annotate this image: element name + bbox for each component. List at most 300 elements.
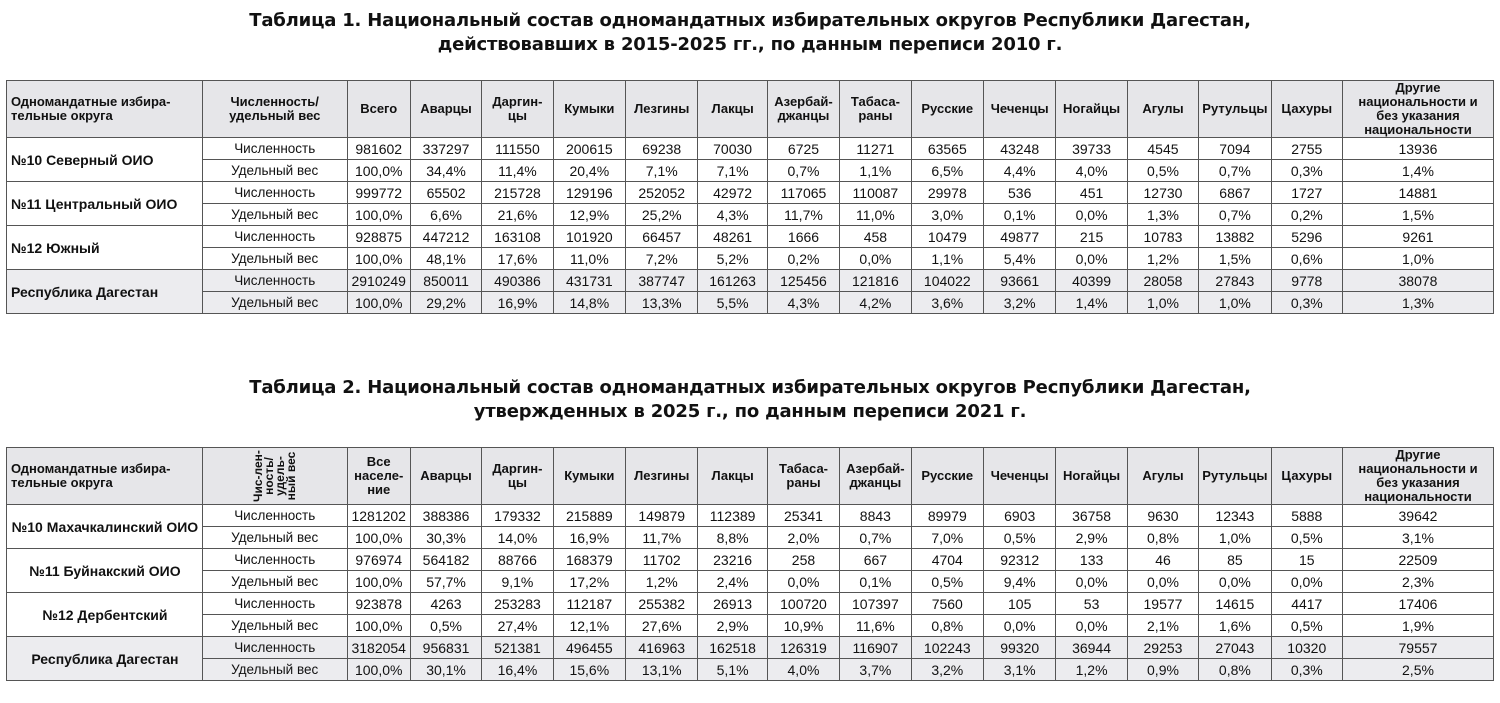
table2-share-cell: 0,0% xyxy=(1127,571,1198,593)
table1-share-cell: 1,0% xyxy=(1127,292,1198,314)
table1-share-cell: 0,7% xyxy=(767,160,839,182)
table1-share-cell: 1,0% xyxy=(1199,292,1271,314)
table2-header-cell: Русские xyxy=(911,448,983,505)
table1-share-cell: 16,9% xyxy=(482,292,553,314)
table2-count-cell: 53 xyxy=(1056,593,1127,615)
table1-share-cell: 0,3% xyxy=(1271,160,1342,182)
table2-header-cell: Одномандатные избира-тельные округа xyxy=(7,448,203,505)
table1-count-cell: 65502 xyxy=(410,182,481,204)
table1-count-cell: 125456 xyxy=(767,270,839,292)
table2-count-cell: 99320 xyxy=(983,637,1055,659)
table2-count-cell: 133 xyxy=(1056,549,1127,571)
table2-share-cell: 11,6% xyxy=(840,615,911,637)
table1-count-cell: 9261 xyxy=(1342,226,1493,248)
table2-district-name: №12 Дербентский xyxy=(7,593,203,637)
table2-share-cell: 0,5% xyxy=(1271,527,1342,549)
table2-row-share xyxy=(7,571,1494,593)
table1-count-cell: 337297 xyxy=(410,138,481,160)
table1-count-cell: 1727 xyxy=(1271,182,1342,204)
table1-count-cell: 850011 xyxy=(410,270,481,292)
table2-share-cell: 11,7% xyxy=(626,527,698,549)
table1-share-cell: 0,7% xyxy=(1199,204,1271,226)
table2-count-cell: 6903 xyxy=(983,505,1055,527)
table1-count-cell: 38078 xyxy=(1342,270,1493,292)
table1-share-cell: 4,4% xyxy=(983,160,1055,182)
table2-count-cell: 39642 xyxy=(1342,505,1493,527)
table2-share-cell: 0,7% xyxy=(840,527,911,549)
table2-share-label: Удельный вес xyxy=(202,571,347,593)
table2-count-cell: 17406 xyxy=(1342,593,1493,615)
table2-share-cell: 1,0% xyxy=(1199,527,1271,549)
table2-share-cell: 7,0% xyxy=(911,527,983,549)
table2-share-cell: 0,8% xyxy=(911,615,983,637)
table2-share-cell: 0,9% xyxy=(1127,659,1198,681)
table1-share-cell: 21,6% xyxy=(482,204,553,226)
table2-header-cell: Лакцы xyxy=(698,448,767,505)
table2-share-cell: 0,0% xyxy=(1056,615,1127,637)
table2-header-cell: Цахуры xyxy=(1271,448,1342,505)
table2-district-name: №10 Махачкалинский ОИО xyxy=(7,505,203,549)
table1-share-cell: 0,0% xyxy=(1056,248,1127,270)
table2-count-label: Численность xyxy=(202,593,347,615)
table1-count-cell: 63565 xyxy=(911,138,983,160)
table2-district-name: Республика Дагестан xyxy=(7,637,203,681)
table1-share-cell: 0,0% xyxy=(840,248,911,270)
table2-count-cell: 100720 xyxy=(767,593,839,615)
table1-share-cell: 12,9% xyxy=(553,204,625,226)
table1-row-share xyxy=(7,292,1494,314)
table1-share-cell: 4,3% xyxy=(698,204,767,226)
table2-count-cell: 416963 xyxy=(626,637,698,659)
table1-share-cell: 0,7% xyxy=(1199,160,1271,182)
table2-row-share xyxy=(7,659,1494,681)
table2-share-cell: 2,0% xyxy=(767,527,839,549)
table2-title-line1: Таблица 2. Национальный состав одномандатных избирательных округов Республики Дагестан, xyxy=(249,377,1251,398)
table1-share-cell: 7,2% xyxy=(626,248,698,270)
table2-share-cell: 0,0% xyxy=(1271,571,1342,593)
table2-count-cell: 14615 xyxy=(1199,593,1271,615)
table1-district-name: №11 Центральный ОИО xyxy=(7,182,203,226)
table2-count-cell: 88766 xyxy=(482,549,553,571)
table1-count-cell: 11271 xyxy=(840,138,911,160)
table2-count-cell: 102243 xyxy=(911,637,983,659)
table2-count-cell: 4704 xyxy=(911,549,983,571)
table1-share-cell: 1,5% xyxy=(1199,248,1271,270)
table1-share-cell: 11,0% xyxy=(553,248,625,270)
table2-share-cell: 30,3% xyxy=(410,527,481,549)
table2-share-cell: 2,9% xyxy=(1056,527,1127,549)
table1-share-cell: 11,0% xyxy=(840,204,911,226)
table1-row-share xyxy=(7,160,1494,182)
table1-header-cell: Азербай-джанцы xyxy=(767,81,839,138)
table1-header-row xyxy=(7,81,1494,138)
table2-share-cell: 100,0% xyxy=(347,615,410,637)
table1-header-cell: Всего xyxy=(347,81,410,138)
table1-count-cell: 447212 xyxy=(410,226,481,248)
table1-count-cell: 27843 xyxy=(1199,270,1271,292)
table1-count-cell: 200615 xyxy=(553,138,625,160)
table1-share-cell: 11,4% xyxy=(482,160,553,182)
table2-share-cell: 3,7% xyxy=(840,659,911,681)
table1-district-name: №10 Северный ОИО xyxy=(7,138,203,182)
table1-share-cell: 3,6% xyxy=(911,292,983,314)
table2-count-cell: 36758 xyxy=(1056,505,1127,527)
table2-share-cell: 0,0% xyxy=(983,615,1055,637)
table1-count-cell: 6725 xyxy=(767,138,839,160)
table1-count-cell: 490386 xyxy=(482,270,553,292)
table1-header-cell: Рутульцы xyxy=(1199,81,1271,138)
table1-share-cell: 4,2% xyxy=(840,292,911,314)
table1-share-cell: 0,3% xyxy=(1271,292,1342,314)
table1-header-cell: Даргин-цы xyxy=(482,81,553,138)
table1-share-cell: 0,2% xyxy=(1271,204,1342,226)
table1-count-label: Численность xyxy=(202,226,347,248)
table1-count-label: Численность xyxy=(202,138,347,160)
table2-share-cell: 100,0% xyxy=(347,527,410,549)
table1-share-label: Удельный вес xyxy=(202,248,347,270)
table2-count-cell: 923878 xyxy=(347,593,410,615)
table1-share-cell: 29,2% xyxy=(410,292,481,314)
table2-count-cell: 26913 xyxy=(698,593,767,615)
table1-count-cell: 42972 xyxy=(698,182,767,204)
table1-row-share xyxy=(7,204,1494,226)
table1-share-cell: 1,3% xyxy=(1342,292,1493,314)
table2-count-cell: 92312 xyxy=(983,549,1055,571)
table2-count-cell: 46 xyxy=(1127,549,1198,571)
table2-row-count xyxy=(7,549,1494,571)
table1-title xyxy=(0,9,1500,57)
table2-count-cell: 168379 xyxy=(553,549,625,571)
table2-count-cell: 162518 xyxy=(698,637,767,659)
table2-header-cell: Рутульцы xyxy=(1199,448,1271,505)
table1-header-cell: Табаса-раны xyxy=(840,81,911,138)
table2-count-cell: 521381 xyxy=(482,637,553,659)
table2-count-cell: 27043 xyxy=(1199,637,1271,659)
table2-share-label: Удельный вес xyxy=(202,615,347,637)
table1-count-cell: 48261 xyxy=(698,226,767,248)
table2-count-cell: 126319 xyxy=(767,637,839,659)
table1-share-cell: 5,4% xyxy=(983,248,1055,270)
table2-header-cell: Чеченцы xyxy=(983,448,1055,505)
table1-count-cell: 117065 xyxy=(767,182,839,204)
table1-share-cell: 100,0% xyxy=(347,292,410,314)
table1-header-cell: Чеченцы xyxy=(983,81,1055,138)
table2-share-cell: 2,3% xyxy=(1342,571,1493,593)
table1-count-cell: 49877 xyxy=(983,226,1055,248)
table1-title-line2: действовавших в 2015-2025 гг., по данным переписи 2010 г. xyxy=(437,34,1063,55)
table2-share-cell: 2,1% xyxy=(1127,615,1198,637)
table1-share-cell: 5,5% xyxy=(698,292,767,314)
table1-count-cell: 70030 xyxy=(698,138,767,160)
table1-district-name: Республика Дагестан xyxy=(7,270,203,314)
table2-share-cell: 3,1% xyxy=(1342,527,1493,549)
table2-row-share xyxy=(7,615,1494,637)
table1-row-share xyxy=(7,248,1494,270)
table2-share-cell: 57,7% xyxy=(410,571,481,593)
table1-share-label: Удельный вес xyxy=(202,160,347,182)
table2-share-cell: 12,1% xyxy=(553,615,625,637)
table2-count-cell: 116907 xyxy=(840,637,911,659)
table2-count-cell: 1281202 xyxy=(347,505,410,527)
table2-share-cell: 14,0% xyxy=(482,527,553,549)
table2-share-cell: 0,0% xyxy=(1199,571,1271,593)
table1-header-cell: Ногайцы xyxy=(1056,81,1127,138)
table2-count-label: Численность xyxy=(202,637,347,659)
table1-share-cell: 3,2% xyxy=(983,292,1055,314)
table1-header-cell: Русские xyxy=(911,81,983,138)
table1 xyxy=(6,80,1494,314)
table2-share-cell: 27,4% xyxy=(482,615,553,637)
table1-share-cell: 0,0% xyxy=(1056,204,1127,226)
table2-count-cell: 112389 xyxy=(698,505,767,527)
table2-count-cell: 215889 xyxy=(553,505,625,527)
table1-share-cell: 7,1% xyxy=(698,160,767,182)
table1-share-cell: 1,2% xyxy=(1127,248,1198,270)
table2-header-cell: Другие национальности и без указания национальности xyxy=(1342,448,1493,505)
table2-share-cell: 17,2% xyxy=(553,571,625,593)
table2-share-cell: 2,5% xyxy=(1342,659,1493,681)
table1-share-cell: 5,2% xyxy=(698,248,767,270)
table2-count-cell: 8843 xyxy=(840,505,911,527)
table1-share-cell: 1,0% xyxy=(1342,248,1493,270)
table2-header-cell: Все населе-ние xyxy=(347,448,410,505)
table1-count-cell: 215728 xyxy=(482,182,553,204)
table1-share-cell: 48,1% xyxy=(410,248,481,270)
table2-count-cell: 149879 xyxy=(626,505,698,527)
table2-share-cell: 2,9% xyxy=(698,615,767,637)
table2-share-cell: 5,1% xyxy=(698,659,767,681)
table1-count-cell: 215 xyxy=(1056,226,1127,248)
table1-header-cell: Агулы xyxy=(1127,81,1198,138)
table2-share-cell: 1,2% xyxy=(626,571,698,593)
table1-count-cell: 387747 xyxy=(626,270,698,292)
table1-share-label: Удельный вес xyxy=(202,292,347,314)
table2-count-cell: 179332 xyxy=(482,505,553,527)
table1-row-count xyxy=(7,270,1494,292)
table2-count-cell: 29253 xyxy=(1127,637,1198,659)
table2-header-cell: Агулы xyxy=(1127,448,1198,505)
table1-count-cell: 129196 xyxy=(553,182,625,204)
table2-header-row xyxy=(7,448,1494,505)
table2-share-cell: 1,9% xyxy=(1342,615,1493,637)
table1-count-cell: 6867 xyxy=(1199,182,1271,204)
table1-count-cell: 2755 xyxy=(1271,138,1342,160)
table2-share-cell: 9,1% xyxy=(482,571,553,593)
table2-share-cell: 16,9% xyxy=(553,527,625,549)
table2-count-cell: 3182054 xyxy=(347,637,410,659)
table1-count-cell: 163108 xyxy=(482,226,553,248)
table2-count-cell: 4417 xyxy=(1271,593,1342,615)
table1-count-cell: 111550 xyxy=(482,138,553,160)
table2-share-cell: 3,1% xyxy=(983,659,1055,681)
table2-count-cell: 15 xyxy=(1271,549,1342,571)
table1-share-cell: 0,5% xyxy=(1127,160,1198,182)
table1-count-cell: 29978 xyxy=(911,182,983,204)
table1-count-cell: 431731 xyxy=(553,270,625,292)
table2-count-cell: 36944 xyxy=(1056,637,1127,659)
table1-count-cell: 101920 xyxy=(553,226,625,248)
table1-share-cell: 6,5% xyxy=(911,160,983,182)
table1-count-cell: 13882 xyxy=(1199,226,1271,248)
table1-row-count xyxy=(7,182,1494,204)
table2-header-cell: Аварцы xyxy=(410,448,481,505)
table2-share-cell: 0,1% xyxy=(840,571,911,593)
table2-share-cell: 30,1% xyxy=(410,659,481,681)
table2-count-label: Численность xyxy=(202,505,347,527)
table2-header-cell: Ногайцы xyxy=(1056,448,1127,505)
table2-share-label: Удельный вес xyxy=(202,527,347,549)
table1-share-cell: 4,0% xyxy=(1056,160,1127,182)
table1-body xyxy=(7,138,1494,314)
table2-count-cell: 496455 xyxy=(553,637,625,659)
table2-header-cell: Даргин-цы xyxy=(482,448,553,505)
table2-count-cell: 667 xyxy=(840,549,911,571)
table2-header-cell: Азербай-джанцы xyxy=(840,448,911,505)
table2-share-cell: 2,4% xyxy=(698,571,767,593)
table1-count-label: Численность xyxy=(202,270,347,292)
table1-count-cell: 93661 xyxy=(983,270,1055,292)
table1-count-cell: 28058 xyxy=(1127,270,1198,292)
table2-count-cell: 85 xyxy=(1199,549,1271,571)
table1-count-cell: 9778 xyxy=(1271,270,1342,292)
table1-count-cell: 999772 xyxy=(347,182,410,204)
table2-row-share xyxy=(7,527,1494,549)
table2-header-cell: Кумыки xyxy=(553,448,625,505)
table2-body xyxy=(7,505,1494,681)
table2-share-cell: 0,5% xyxy=(410,615,481,637)
table1-share-cell: 0,6% xyxy=(1271,248,1342,270)
table1-share-cell: 1,1% xyxy=(911,248,983,270)
table2-count-cell: 25341 xyxy=(767,505,839,527)
table2-count-cell: 112187 xyxy=(553,593,625,615)
table2-header-vertical-label: Чис-лен-ность/ удель-ный вес xyxy=(250,449,298,502)
table1-header-cell: Численность/ удельный вес xyxy=(202,81,347,138)
table1-share-cell: 3,0% xyxy=(911,204,983,226)
table2-count-cell: 22509 xyxy=(1342,549,1493,571)
table1-share-cell: 1,5% xyxy=(1342,204,1493,226)
table2-share-cell: 8,8% xyxy=(698,527,767,549)
table1-count-cell: 458 xyxy=(840,226,911,248)
table1-count-cell: 69238 xyxy=(626,138,698,160)
table1-count-cell: 43248 xyxy=(983,138,1055,160)
table1-count-cell: 7094 xyxy=(1199,138,1271,160)
table1-share-cell: 1,4% xyxy=(1342,160,1493,182)
table1-header-cell: Лезгины xyxy=(626,81,698,138)
table1-header-cell: Другие национальности и без указания национальности xyxy=(1342,81,1493,138)
table2-share-cell: 13,1% xyxy=(626,659,698,681)
table1-share-cell: 0,1% xyxy=(983,204,1055,226)
table2 xyxy=(6,447,1494,681)
table2-title-line2: утвержденных в 2025 г., по данным переписи 2021 г. xyxy=(473,401,1027,422)
table2-share-cell: 27,6% xyxy=(626,615,698,637)
table1-header-cell: Цахуры xyxy=(1271,81,1342,138)
table2-count-cell: 258 xyxy=(767,549,839,571)
table1-share-cell: 1,3% xyxy=(1127,204,1198,226)
table1-header-cell: Лакцы xyxy=(698,81,767,138)
table1-share-cell: 14,8% xyxy=(553,292,625,314)
table1-count-cell: 14881 xyxy=(1342,182,1493,204)
table2-share-cell: 4,0% xyxy=(767,659,839,681)
table2-count-cell: 956831 xyxy=(410,637,481,659)
table2-share-cell: 10,9% xyxy=(767,615,839,637)
table2-count-cell: 11702 xyxy=(626,549,698,571)
table2-share-cell: 0,8% xyxy=(1199,659,1271,681)
table2-count-cell: 19577 xyxy=(1127,593,1198,615)
table2-count-cell: 5888 xyxy=(1271,505,1342,527)
table1-count-cell: 12730 xyxy=(1127,182,1198,204)
table2-row-count xyxy=(7,593,1494,615)
table2-share-cell: 9,4% xyxy=(983,571,1055,593)
table1-share-cell: 25,2% xyxy=(626,204,698,226)
table2-row-count xyxy=(7,637,1494,659)
table1-count-cell: 110087 xyxy=(840,182,911,204)
table1-share-cell: 20,4% xyxy=(553,160,625,182)
table1-row-count xyxy=(7,138,1494,160)
table2-count-cell: 7560 xyxy=(911,593,983,615)
table2-district-name: №11 Буйнакский ОИО xyxy=(7,549,203,593)
table1-count-cell: 928875 xyxy=(347,226,410,248)
table1-share-cell: 100,0% xyxy=(347,248,410,270)
table1-share-cell: 11,7% xyxy=(767,204,839,226)
table1-count-cell: 981602 xyxy=(347,138,410,160)
table1-count-cell: 252052 xyxy=(626,182,698,204)
table2-share-cell: 100,0% xyxy=(347,571,410,593)
table1-share-cell: 0,2% xyxy=(767,248,839,270)
table1-count-cell: 161263 xyxy=(698,270,767,292)
table2-count-label: Численность xyxy=(202,549,347,571)
table1-count-cell: 39733 xyxy=(1056,138,1127,160)
table2-share-cell: 3,2% xyxy=(911,659,983,681)
table1-share-cell: 34,4% xyxy=(410,160,481,182)
table2-share-cell: 1,6% xyxy=(1199,615,1271,637)
table1-share-label: Удельный вес xyxy=(202,204,347,226)
table1-share-cell: 1,1% xyxy=(840,160,911,182)
table2-share-cell: 0,5% xyxy=(1271,615,1342,637)
table2-header-cell xyxy=(202,448,347,505)
table2-count-cell: 79557 xyxy=(1342,637,1493,659)
table1-share-cell: 13,3% xyxy=(626,292,698,314)
table1-count-cell: 104022 xyxy=(911,270,983,292)
table1-count-cell: 4545 xyxy=(1127,138,1198,160)
table2-share-cell: 16,4% xyxy=(482,659,553,681)
table1-count-cell: 40399 xyxy=(1056,270,1127,292)
table2-share-cell: 0,0% xyxy=(767,571,839,593)
table2-count-cell: 89979 xyxy=(911,505,983,527)
table1-share-cell: 100,0% xyxy=(347,204,410,226)
table1-count-cell: 13936 xyxy=(1342,138,1493,160)
table2-header-cell: Лезгины xyxy=(626,448,698,505)
table2-count-cell: 255382 xyxy=(626,593,698,615)
table2-count-cell: 12343 xyxy=(1199,505,1271,527)
table2-share-cell: 100,0% xyxy=(347,659,410,681)
table2-count-cell: 107397 xyxy=(840,593,911,615)
table2-share-cell: 1,2% xyxy=(1056,659,1127,681)
table2-share-cell: 0,5% xyxy=(911,571,983,593)
table2-title xyxy=(0,376,1500,424)
table2-row-count xyxy=(7,505,1494,527)
table1-district-name: №12 Южный xyxy=(7,226,203,270)
table1-count-cell: 536 xyxy=(983,182,1055,204)
table2-header-cell: Табаса-раны xyxy=(767,448,839,505)
table1-count-cell: 2910249 xyxy=(347,270,410,292)
table2-share-cell: 0,8% xyxy=(1127,527,1198,549)
table2-count-cell: 9630 xyxy=(1127,505,1198,527)
table2-share-cell: 15,6% xyxy=(553,659,625,681)
table2-count-cell: 4263 xyxy=(410,593,481,615)
table1-share-cell: 100,0% xyxy=(347,160,410,182)
table1-header-cell: Одномандатные избира-тельные округа xyxy=(7,81,203,138)
table2-count-cell: 564182 xyxy=(410,549,481,571)
